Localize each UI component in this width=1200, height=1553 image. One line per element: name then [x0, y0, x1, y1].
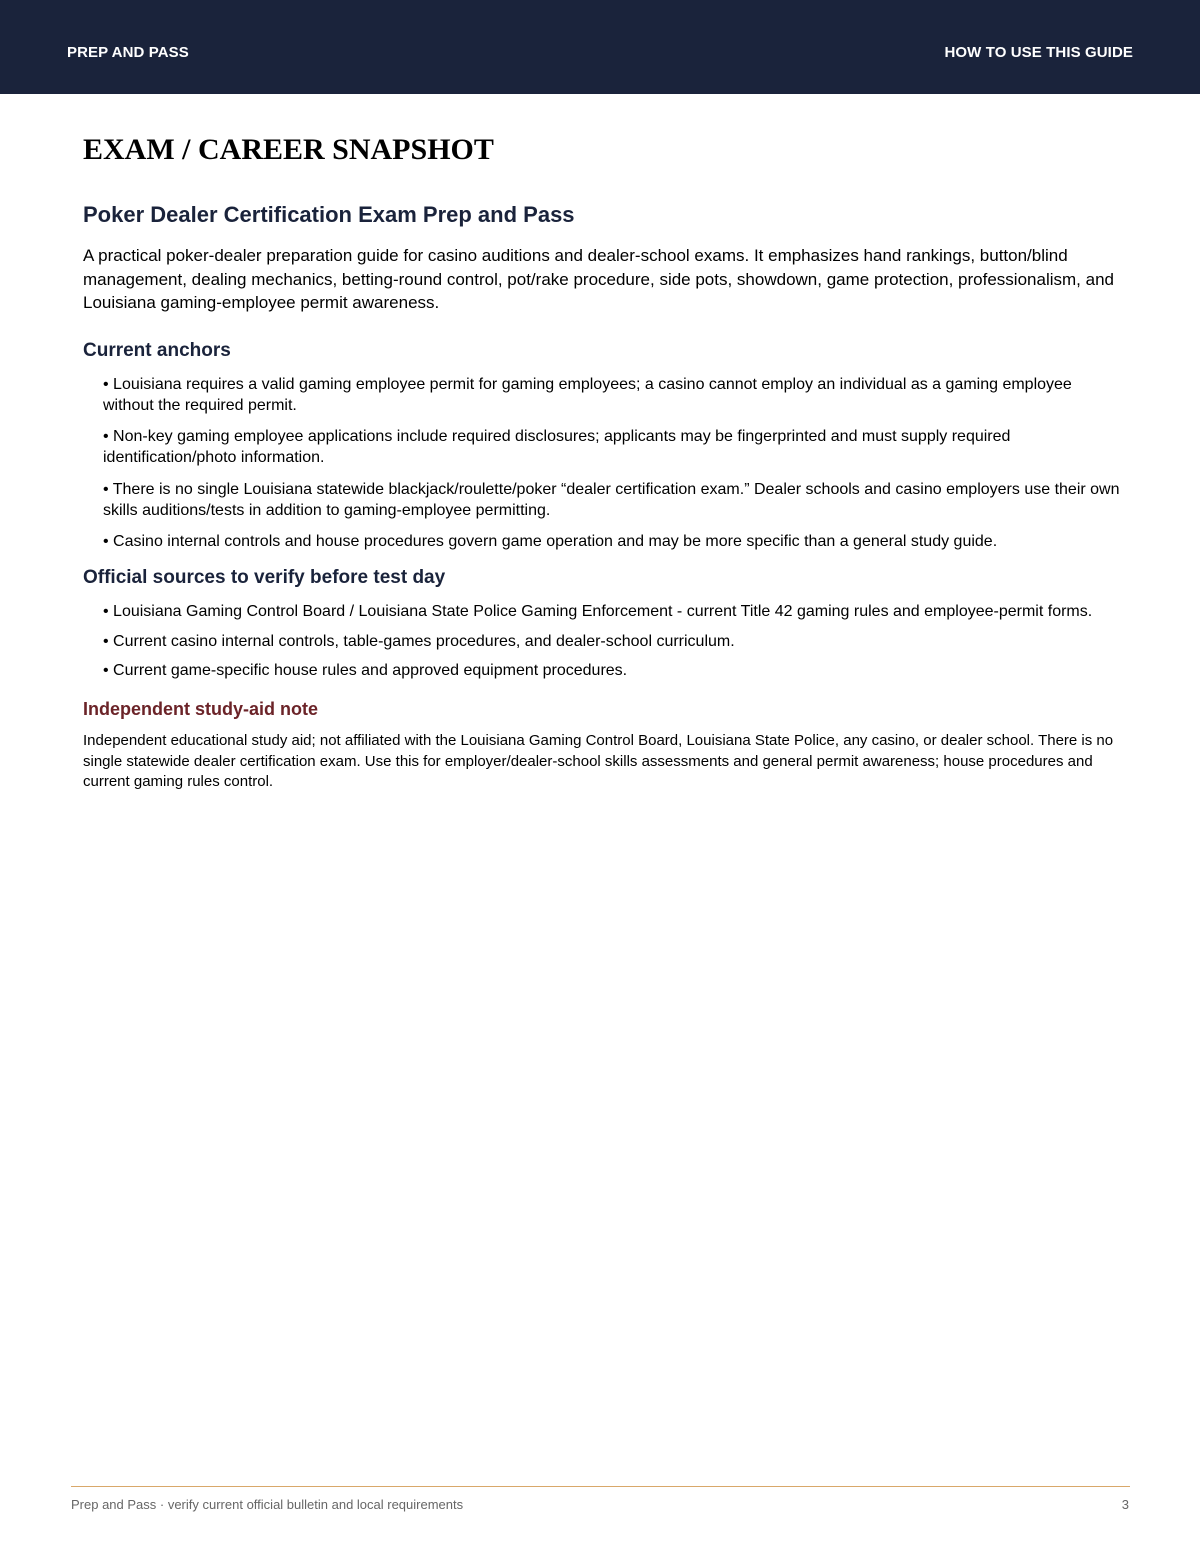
list-item: • Louisiana requires a valid gaming employee permit for gaming employees; a casino cannot employ an individual as a gaming employee without the required permit. [103, 375, 1072, 414]
footer-divider [71, 1486, 1130, 1487]
list-item: • Louisiana Gaming Control Board / Louisiana State Police Gaming Enforcement - current Title 42 gaming rules and employee-permit forms. [103, 603, 1093, 620]
list-item: • Current casino internal controls, table-games procedures, and dealer-school curriculum. [103, 632, 735, 650]
header-section-title: HOW TO USE THIS GUIDE [944, 44, 1133, 61]
page-title: EXAM / CAREER SNAPSHOT [83, 133, 494, 166]
intro-paragraph: A practical poker-dealer preparation guide for casino auditions and dealer-school exams. It emphasizes hand rankings, button/blind management, dealing mechanics, betting-round control, pot/rake procedure, side pots, showdown, game protection, professionalism, and Louisiana gaming-employee permit awareness. [83, 246, 1114, 312]
page-content [83, 132, 1123, 793]
study-aid-note-text: Independent educational study aid; not affiliated with the Louisiana Gaming Control Board, Louisiana State Police, any casino, or dealer school. There is no single statewide dealer certification exam. Use this for employer/dealer-school skills assessments and general permit awareness; house procedures and current gaming rules control. [83, 732, 1114, 790]
footer-text: Prep and Pass · verify current official bulletin and local requirements [71, 1497, 464, 1512]
official-sources-heading: Official sources to verify before test day [83, 567, 446, 588]
study-aid-note-heading: Independent study-aid note [83, 699, 319, 719]
header-brand: PREP AND PASS [67, 44, 189, 61]
official-sources-list [83, 601, 1123, 681]
current-anchors-list [83, 374, 1123, 553]
current-anchors-heading: Current anchors [83, 339, 231, 361]
list-item: • There is no single Louisiana statewide blackjack/roulette/poker “dealer certification exam.” Dealer schools and casino employers use their own skills auditions/tests in addition to gaming-employee permitting. [103, 480, 1120, 519]
page-header-bar [0, 0, 1200, 94]
list-item: • Non-key gaming employee applications include required disclosures; applicants may be fingerprinted and must supply required identification/photo information. [103, 428, 1011, 466]
list-item: • Casino internal controls and house procedures govern game operation and may be more specific than a general study guide. [103, 533, 998, 550]
document-title: Poker Dealer Certification Exam Prep and Pass [83, 202, 575, 227]
list-item: • Current game-specific house rules and approved equipment procedures. [103, 662, 628, 679]
page-number: 3 [1121, 1497, 1129, 1512]
